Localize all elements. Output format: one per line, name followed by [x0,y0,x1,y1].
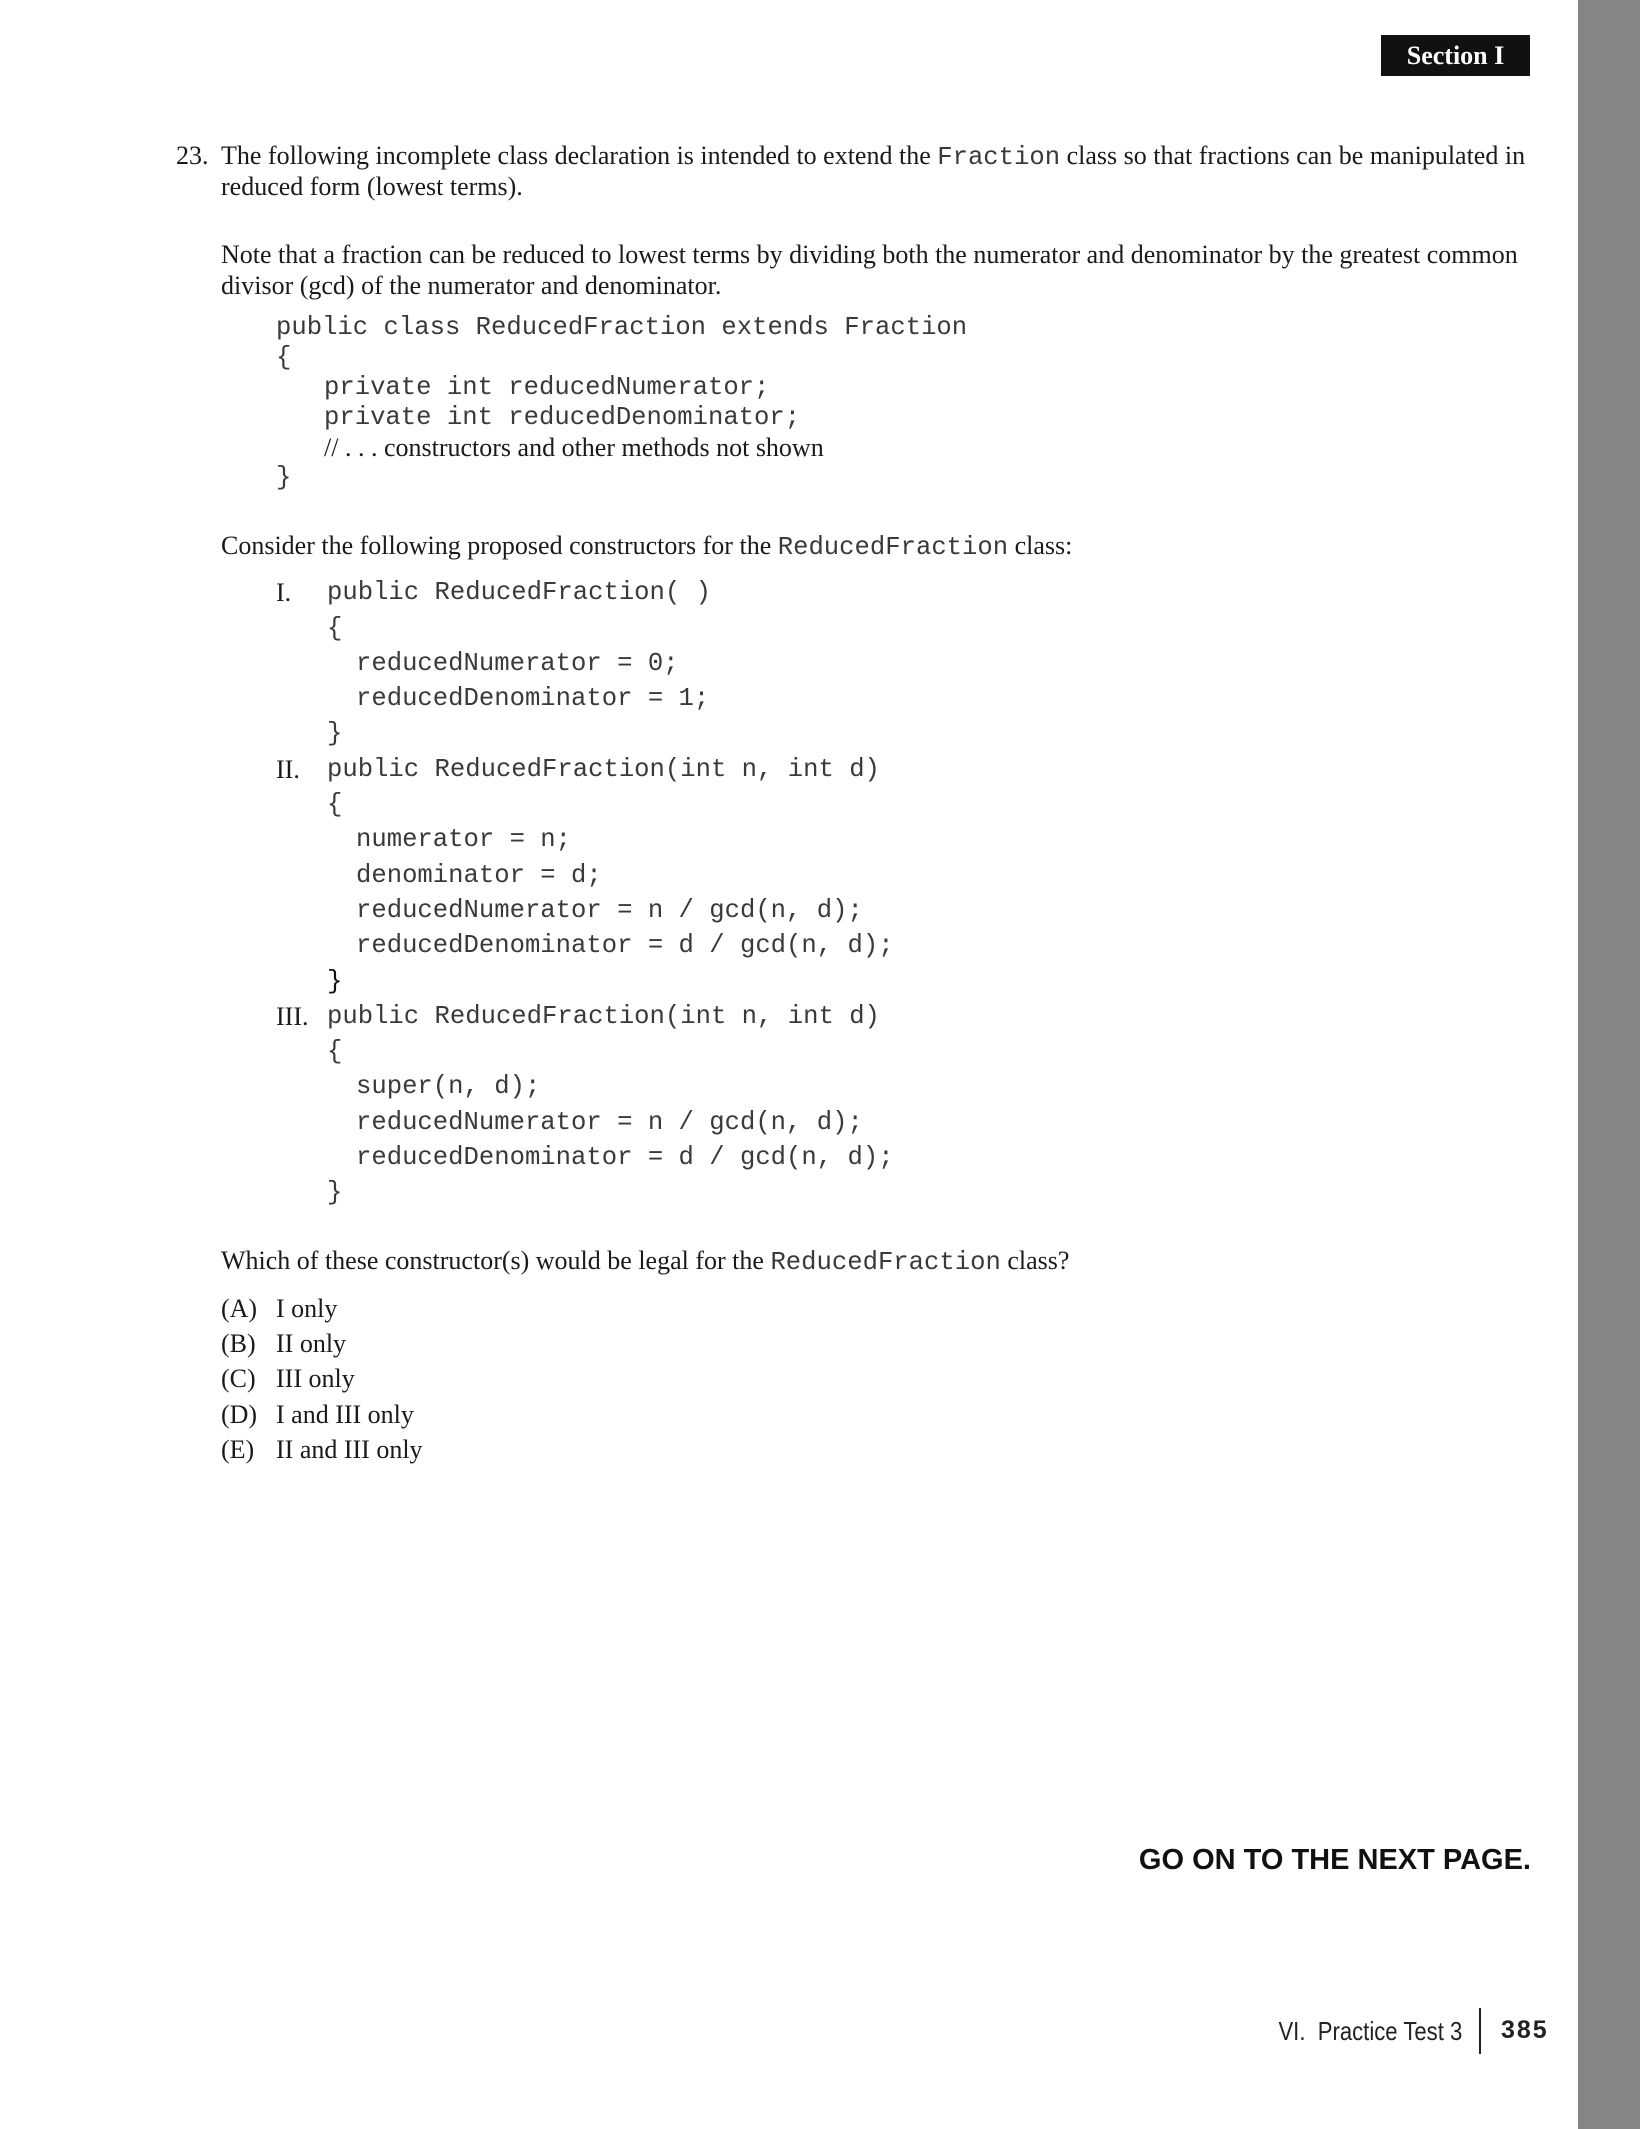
constructor-brace: } [327,719,343,748]
constructor-body-line: reducedNumerator = n / gcd(n, d); [356,896,863,925]
constructor-header: public ReducedFraction( ) [327,578,711,607]
which-code: ReducedFraction [770,1248,1001,1277]
class-code-line: } [276,463,292,492]
note-line2: divisor (gcd) of the numerator and denominator. [221,271,722,300]
section-label: Section I [1381,35,1530,76]
option-letter: (D) [221,1400,258,1429]
constructor-brace: } [327,1178,343,1207]
constructor-label: II. [276,755,300,784]
consider-text [221,530,1072,562]
intro-text: The following incomplete class declaration is intended to extend the [221,141,938,170]
consider-b: class: [1008,531,1073,560]
question-number: 23. [176,141,209,170]
class-code-comment: // . . . constructors and other methods not shown [324,433,824,462]
constructor-brace: { [327,614,343,643]
option-text: II and III only [276,1435,423,1464]
class-code-line: private int reducedDenominator; [324,403,801,432]
class-code-line: public class ReducedFraction extends Fraction [276,313,968,342]
which-b: class? [1000,1246,1070,1275]
constructor-brace: } [327,967,343,996]
constructor-body-line: reducedNumerator = n / gcd(n, d); [356,1108,863,1137]
footer-divider [1479,2008,1481,2054]
constructor-body-line: super(n, d); [356,1072,541,1101]
option-text: I and III only [276,1400,414,1429]
constructor-header: public ReducedFraction(int n, int d) [327,1002,880,1031]
which-text [221,1245,1069,1277]
constructor-body-line: reducedDenominator = d / gcd(n, d); [356,931,894,960]
class-code-line: { [276,343,292,372]
constructor-body-line: denominator = d; [356,861,602,890]
which-a: Which of these constructor(s) would be legal for the [221,1246,771,1275]
option-text: III only [276,1364,355,1393]
constructor-label: III. [276,1002,309,1031]
consider-code: ReducedFraction [777,533,1009,562]
constructor-header: public ReducedFraction(int n, int d) [327,755,880,784]
constructor-body-line: reducedNumerator = 0; [356,649,679,678]
option-letter: (E) [221,1435,255,1464]
footer-title: VI. Practice Test 3 [1278,2016,1462,2046]
note-line1: Note that a fraction can be reduced to lowest terms by dividing both the numerator and denominator by the greatest common [221,240,1518,269]
question-intro-line2: reduced form (lowest terms). [221,172,523,201]
page-number: 385 [1501,2016,1549,2044]
intro-code: Fraction [937,143,1061,172]
go-on-notice: GO ON TO THE NEXT PAGE. [1138,1844,1531,1876]
intro-text-end: class so that fractions can be manipulated in [1060,141,1526,170]
consider-a: Consider the following proposed constructors for the [221,531,778,560]
option-text: I only [276,1294,338,1323]
class-code-line: private int reducedNumerator; [324,373,770,402]
constructor-body-line: reducedDenominator = d / gcd(n, d); [356,1143,894,1172]
page-edge-tab [1578,0,1640,2129]
option-letter: (C) [221,1364,256,1393]
constructor-brace: { [327,1037,343,1066]
constructor-label: I. [276,578,292,607]
constructor-body-line: reducedDenominator = 1; [356,684,710,713]
question-intro [221,140,1525,172]
option-letter: (B) [221,1329,256,1358]
constructor-body-line: numerator = n; [356,825,572,854]
option-letter: (A) [221,1294,258,1323]
constructor-brace: { [327,790,343,819]
option-text: II only [276,1329,347,1358]
